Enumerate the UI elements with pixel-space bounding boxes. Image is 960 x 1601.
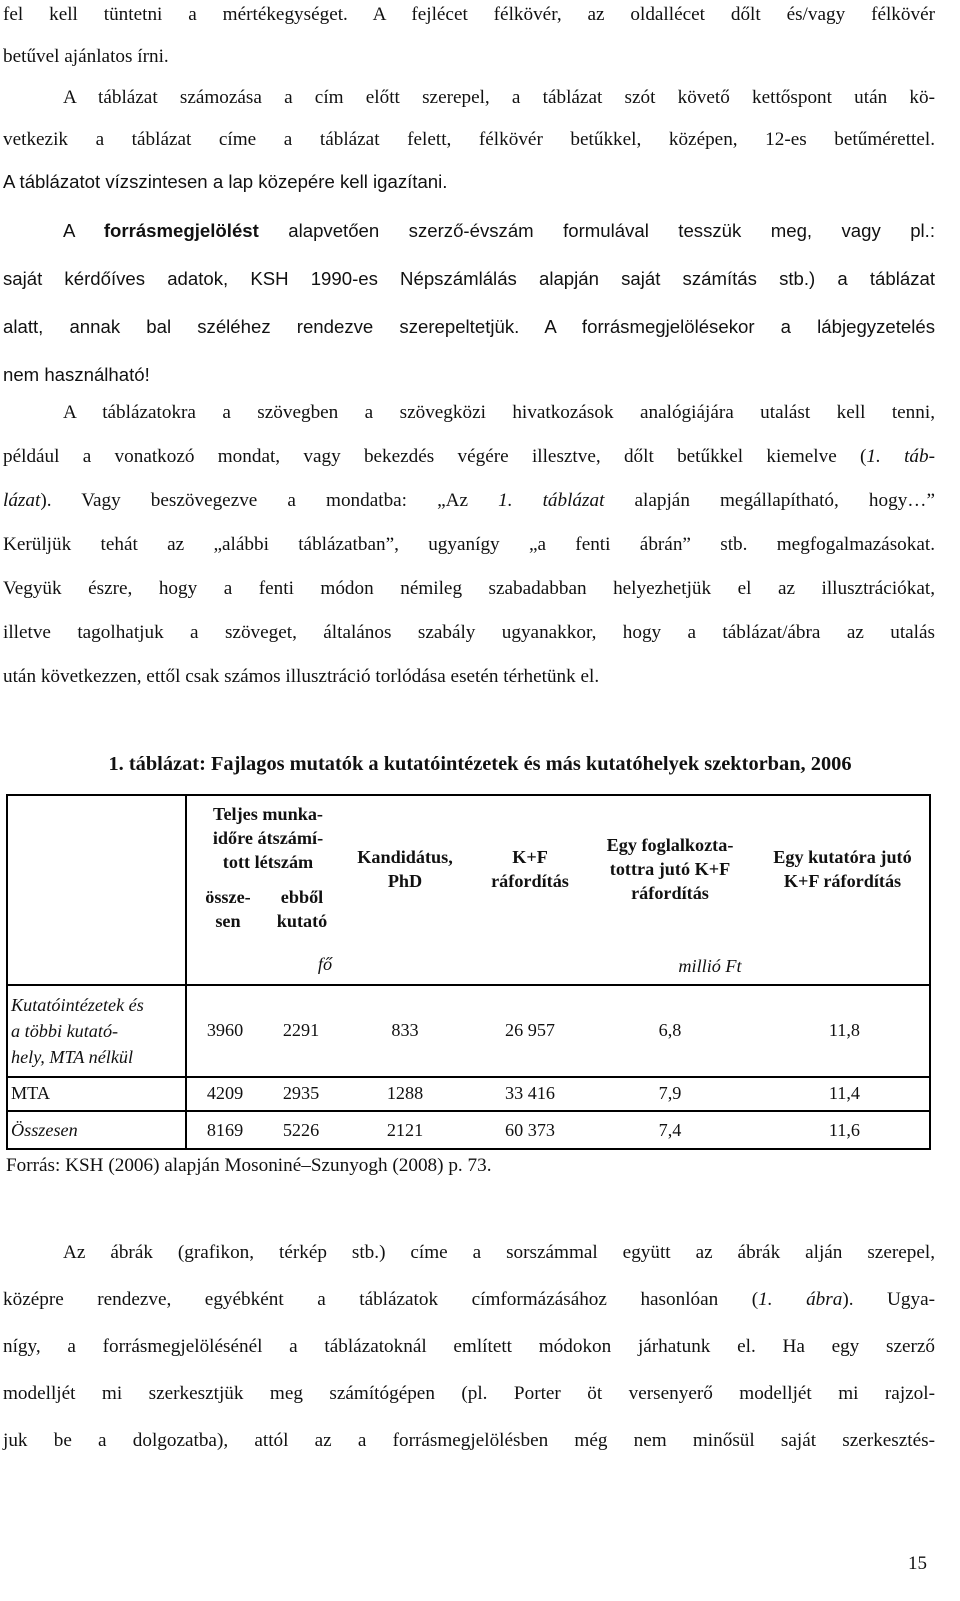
text-line: lázat). Vagy beszövegezve a mondatba: „Az 1. táblázat alapján megállapítható, hogy…” [3,490,935,511]
text-line: A forrásmegjelölést alapvetően szerző-évszám formulával tesszük meg, vagy pl.: [63,220,935,241]
table-cell: 833 [391,1020,419,1040]
header-researcher: ebből kutató [276,887,328,931]
table-cell: 11,6 [828,1120,860,1140]
page-number: 15 [908,1553,927,1574]
table-source: Forrás: KSH (2006) alapján Mosoniné–Szunyogh (2008) p. 73. [6,1155,492,1176]
table-cell: 26 957 [504,1020,555,1040]
table-rule [6,984,931,986]
table-cell: 11,8 [828,1020,860,1040]
text-line: nígy, a forrásmegjelölésénél a táblázatoknál említett módokon járhatunk el. Ha egy szerző [3,1336,935,1357]
text-line: vetkezik a táblázat címe a táblázat felett, félkövér betűkkel, középen, 12-es betűmérettel. [3,129,935,150]
text-line: nem használható! [3,364,150,385]
table-cell: 2935 [282,1083,320,1103]
table-rule [6,1110,931,1112]
row-label: MTA [11,1083,50,1103]
table-border-bottom [6,1148,931,1150]
table-border-left [6,794,8,1150]
text-line: juk be a dolgozatba), attól az a forrásmegjelölésben még nem minősül saját szerkesztés- [3,1430,935,1451]
table-border-top [6,794,931,796]
text-line: A táblázat számozása a cím előtt szerepel, a táblázat szót követő kettőspont után kö- [63,87,935,108]
table-cell: 2121 [386,1120,424,1140]
header-rd: K+F ráfordítás [491,847,569,891]
text-line: alatt, annak bal széléhez rendezve szerepeltetjük. A forrásmegjelölésekor a lábjegyzetelés [3,316,935,337]
table-caption: 1. táblázat: Fajlagos mutatók a kutatóintézetek és más kutatóhelyek szektorban, 2006 [108,753,852,775]
text-line: illetve tagolhatjuk a szöveget, általános szabály ugyanakkor, hogy a táblázat/ábra az utalás [3,622,935,643]
table-cell: 11,4 [828,1083,860,1103]
header-rd-per-employee: Egy foglalkozta- tottra jutó K+F ráfordítás [606,835,734,903]
header-rd-per-researcher: Egy kutatóra jutó K+F ráfordítás [773,847,912,891]
text-line: Kerüljük tehát az „alábbi táblázatban”, ugyanígy „a fenti ábrán” stb. megfogalmazásokat. [3,534,935,555]
text-line: Az ábrák (grafikon, térkép stb.) címe a sorszámmal együtt az ábrák alján szerepel, [63,1242,935,1263]
text-line: A táblázatot vízszintesen a lap közepére kell igazítani. [3,171,448,192]
table-cell: 7,9 [658,1083,682,1103]
table-cell: 3960 [206,1020,244,1040]
header-fte: Teljes munka- időre átszámí- tott létszám [212,804,324,872]
text-line: után következzen, ettől csak számos illusztráció torlódása esetén térhetünk el. [3,666,600,687]
emphasis-bold: forrásmegjelölést [103,220,259,241]
text-line: Vegyük észre, hogy a fenti módon némileg szabadabban helyezhetjük el az illusztrációkat, [3,578,935,599]
table-cell: 33 416 [504,1083,555,1103]
text-line: középre rendezve, egyébként a táblázatok címformázásához hasonlóan (1. ábra). Ugya- [3,1289,936,1310]
table-cell: 60 373 [504,1120,555,1140]
text-line: saját kérdőíves adatok, KSH 1990-es Népszámlálás alapján saját számítás stb.) a táblázat [3,268,935,289]
table-cell: 2291 [282,1020,320,1040]
row-label: Összesen [11,1120,78,1140]
table-cell: 6,8 [658,1020,682,1040]
table-cell: 7,4 [658,1120,682,1140]
unit-million: millió Ft [678,956,742,976]
table-rule [185,794,187,1150]
table-cell: 8169 [206,1120,244,1140]
table-rule [6,1076,931,1078]
text-line: betűvel ajánlatos írni. [3,46,169,67]
table-cell: 4209 [206,1083,244,1103]
text-line: modelljét mi szerkesztjük meg számítógépen (pl. Porter öt versenyerő modelljét mi rajzol- [3,1383,935,1404]
text-line: fel kell tüntetni a mértékegységet. A fejlécet félkövér, az oldallécet dőlt és/vagy félkövér [3,4,935,25]
header-phd: Kandidátus, PhD [357,847,453,891]
unit-persons: fő [317,954,333,974]
row-label: Kutatóintézetek és a többi kutató- hely, MTA nélkül [11,995,144,1067]
text-line: A táblázatokra a szövegben a szövegközi hivatkozások analógiájára utalást kell tenni, [63,402,935,423]
text-line: például a vonatkozó mondat, vagy bekezdés végére illesztve, dőlt betűkkel kiemelve (1. táb- [3,446,935,467]
header-total: össze- sen [205,887,251,931]
table-cell: 1288 [386,1083,424,1103]
table-cell: 5226 [282,1120,320,1140]
